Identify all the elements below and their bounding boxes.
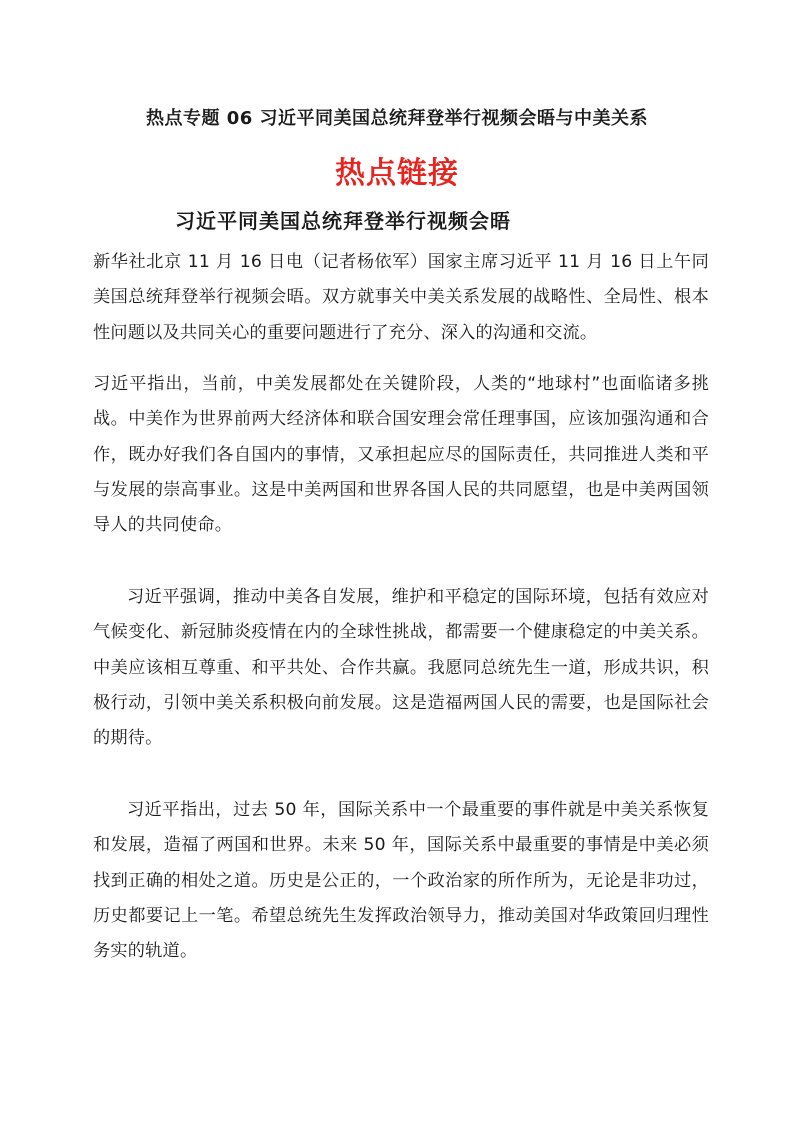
hot-link-heading: 热点链接 <box>335 156 459 191</box>
article-heading: 习近平同美国总统拜登举行视频会晤 <box>175 209 511 233</box>
paragraph-healthy-relations: 习近平强调，推动中美各自发展，维护和平稳定的国际环境，包括有效应对气候变化、新冠肺炎疫情在内的全球性挑战，都需要一个健康稳定的中美关系。中美应该相互尊重、和平共处、合作共赢。我愿同总统先生一道，形成共识，积极行动，引领中美关系积极向前发展。这是造福两国人民的需要，也是国际社会的期待。 <box>93 587 709 749</box>
paragraph-fifty-years: 习近平指出，过去 50 年，国际关系中一个最重要的事件就是中美关系恢复和发展，造福了两国和世界。未来 50 年，国际关系中最重要的事情是中美必须找到正确的相处之道。历史是公正的，一个政治家的所作所为，无论是非功过，历史都要记上一笔。希望总统先生发挥政治领导力，推动美国对华政策回归理性务实的轨道。 <box>93 800 709 962</box>
paragraph-current-stage: 习近平指出，当前，中美发展都处在关键阶段，人类的“地球村”也面临诸多挑战。中美作为世界前两大经济体和联合国安理会常任理事国，应该加强沟通和合作，既办好我们各自国内的事情，又承担起应尽的国际责任，共同推进人类和平与发展的崇高事业。这是中美两国和世界各国人民的共同愿望，也是中美两国领导人的共同使命。 <box>93 374 709 536</box>
paragraph-intro: 新华社北京 11 月 16 日电（记者杨依军）国家主席习近平 11 月 16 日上午同美国总统拜登举行视频会晤。双方就事关中美关系发展的战略性、全局性、根本性问题以及共同关心的重要问题进行了充分、深入的沟通和交流。 <box>93 252 709 343</box>
topic-title: 热点专题 06 习近平同美国总统拜登举行视频会晤与中美关系 <box>145 108 649 129</box>
